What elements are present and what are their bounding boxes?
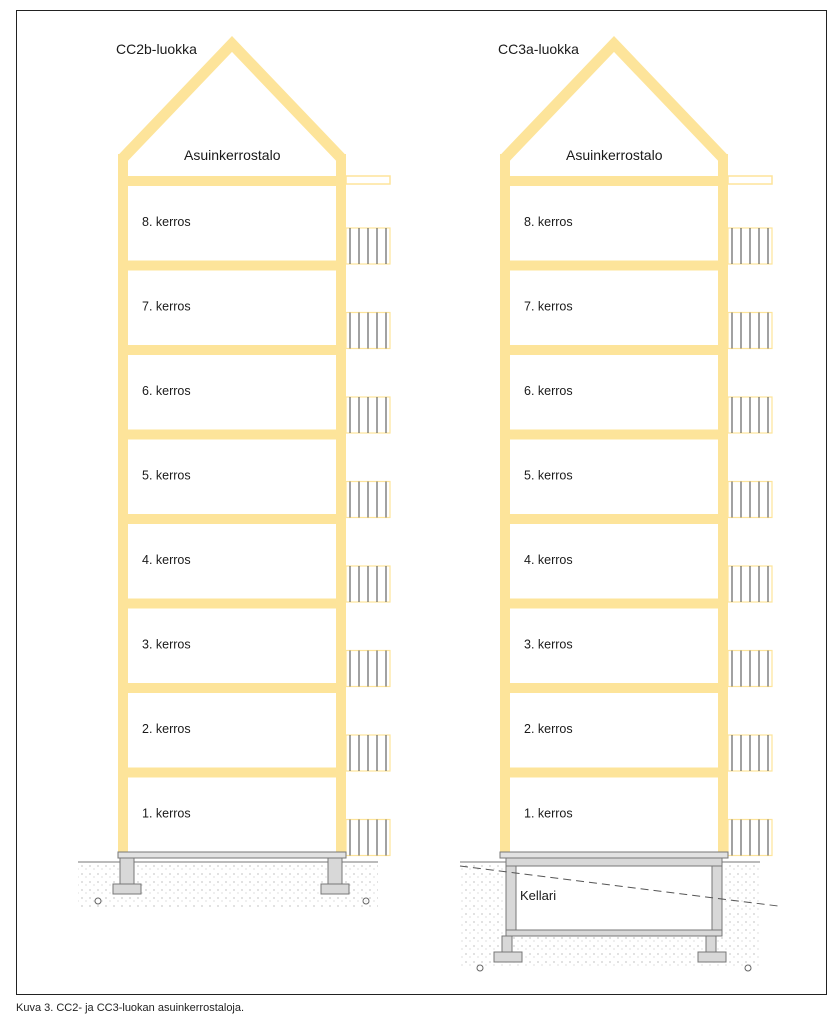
floor-label: 1. kerros xyxy=(142,806,191,821)
right-wall xyxy=(718,154,728,852)
left-wall xyxy=(500,154,510,852)
balcony xyxy=(728,735,772,771)
floor-slab xyxy=(500,176,728,186)
class-label: CC2b-luokka xyxy=(116,41,197,57)
roof xyxy=(505,44,723,158)
balcony xyxy=(728,566,772,602)
floor-slab xyxy=(118,599,346,609)
balcony xyxy=(346,651,390,687)
floor-label: 3. kerros xyxy=(524,637,573,652)
class-label: CC3a-luokka xyxy=(498,41,579,57)
balcony xyxy=(346,820,390,856)
floor-label: 5. kerros xyxy=(142,468,191,483)
figure-caption: Kuva 3. CC2- ja CC3-luokan asuinkerrostaloja. xyxy=(16,1002,245,1014)
balcony xyxy=(728,651,772,687)
floor-slab xyxy=(500,514,728,524)
floor-slab xyxy=(500,599,728,609)
floor-slab xyxy=(118,514,346,524)
floor-label: 6. kerros xyxy=(142,384,191,398)
ground-floor-slab xyxy=(500,852,728,858)
floor-slab xyxy=(118,261,346,271)
floor-slab xyxy=(118,430,346,440)
floor-slab xyxy=(118,176,346,186)
balcony xyxy=(346,735,390,771)
building-cc2b xyxy=(78,41,390,907)
foundation-column xyxy=(120,858,134,884)
floor-label: 8. kerros xyxy=(142,215,191,229)
floor-slab xyxy=(500,683,728,693)
balcony xyxy=(346,566,390,602)
ground-floor-slab xyxy=(118,852,346,858)
foundation-column xyxy=(706,936,716,952)
foundation-column xyxy=(328,858,342,884)
roof-eave-strip xyxy=(346,176,390,184)
basement-label: Kellari xyxy=(520,888,557,903)
floor-slab xyxy=(500,261,728,271)
floor-slab xyxy=(118,683,346,693)
footing xyxy=(494,952,522,962)
floor-label: 1. kerros xyxy=(524,806,573,821)
floor-slab xyxy=(500,768,728,778)
right-wall xyxy=(336,154,346,852)
floor-label: 7. kerros xyxy=(524,299,573,314)
floor-slab xyxy=(500,430,728,440)
foundation-column xyxy=(502,936,512,952)
floor-label: 4. kerros xyxy=(524,553,573,567)
floor-label: 5. kerros xyxy=(524,468,573,483)
footing xyxy=(113,884,141,894)
floor-label: 3. kerros xyxy=(142,637,191,652)
basement-wall-right xyxy=(712,858,722,936)
roof-eave-strip xyxy=(728,176,772,184)
left-wall xyxy=(118,154,128,852)
floor-label: 6. kerros xyxy=(524,384,573,398)
floor-label: 2. kerros xyxy=(524,722,573,736)
balcony xyxy=(728,397,772,433)
balcony xyxy=(346,482,390,518)
floor-label: 4. kerros xyxy=(142,553,191,567)
floor-slab xyxy=(500,345,728,355)
floor-label: 8. kerros xyxy=(524,215,573,229)
balcony xyxy=(728,482,772,518)
balcony xyxy=(728,228,772,264)
floor-label: 2. kerros xyxy=(142,722,191,736)
floor-slab xyxy=(118,345,346,355)
basement-wall-left xyxy=(506,858,516,936)
balcony xyxy=(728,820,772,856)
building-cc3a xyxy=(460,41,778,971)
balcony xyxy=(728,313,772,349)
basement-ceiling xyxy=(506,858,722,866)
floor-slab xyxy=(118,768,346,778)
balcony xyxy=(346,228,390,264)
building-label: Asuinkerrostalo xyxy=(184,147,281,163)
roof xyxy=(123,44,341,158)
balcony xyxy=(346,397,390,433)
building-label: Asuinkerrostalo xyxy=(566,147,663,163)
basement-floor xyxy=(506,930,722,936)
floor-label: 7. kerros xyxy=(142,299,191,314)
footing xyxy=(321,884,349,894)
balcony xyxy=(346,313,390,349)
footing xyxy=(698,952,726,962)
